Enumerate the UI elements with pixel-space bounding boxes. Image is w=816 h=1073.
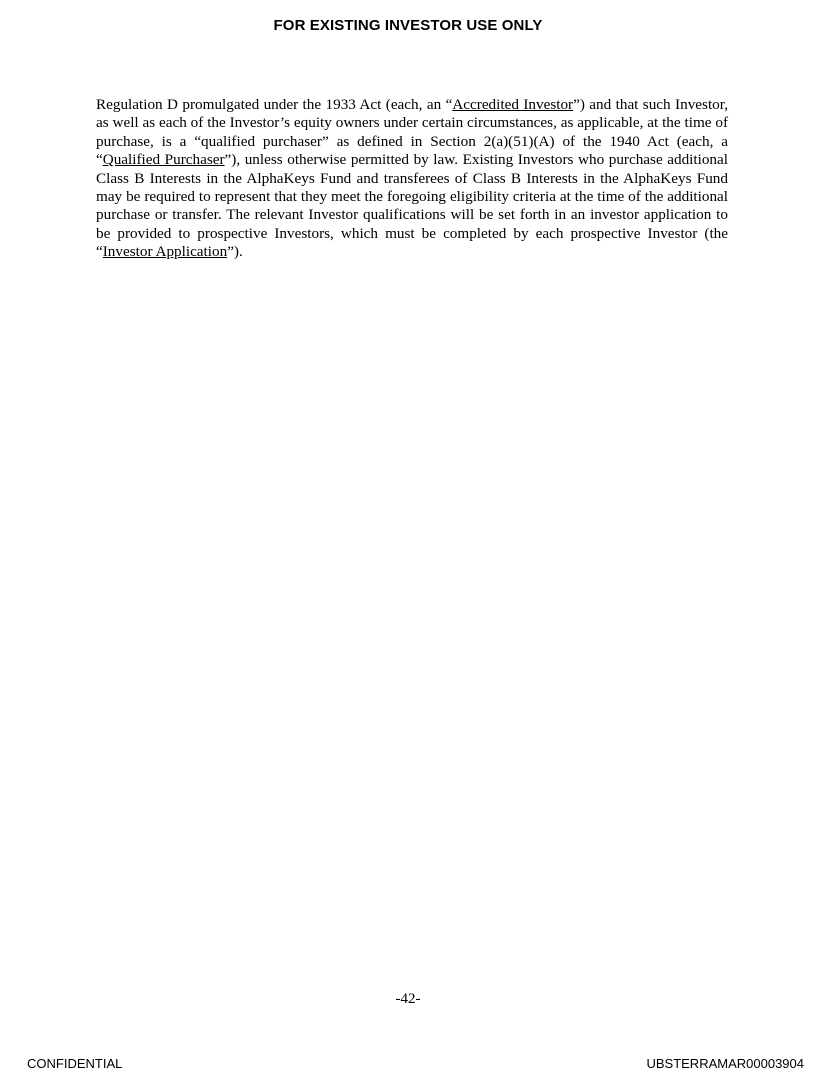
body-paragraph — [96, 96, 728, 262]
defined-term-qualified-purchaser: Qualified Purchaser — [102, 151, 225, 169]
document-header: FOR EXISTING INVESTOR USE ONLY — [273, 17, 543, 34]
paragraph-text-1: Regulation D promulgated under the 1933 Act (each, an “ — [96, 96, 453, 113]
defined-term-investor-application: Investor Application — [102, 243, 228, 261]
bates-number: UBSTERRAMAR00003904 — [646, 1056, 804, 1071]
defined-term-accredited-investor: Accredited Investor — [452, 96, 574, 113]
confidential-label: CONFIDENTIAL — [27, 1056, 123, 1071]
paragraph-text-3: ”), unless otherwise permitted by law. Existing Investors who purchase additional Class B Interests in the AlphaKeys Fund and transferees of Class B Interests in the AlphaKeys Fund may be required to represent that they meet the foregoing eligibility criteria at the time of the additional purchase or transfer. The relevant Investor qualifications will be set forth in an investor application to be provided to prospective Investors, which must be completed by each prospective Investor (the “ — [96, 151, 728, 261]
body-paragraph-block — [96, 96, 728, 262]
paragraph-text-4: ”). — [227, 243, 243, 261]
page-number: -42- — [395, 991, 421, 1007]
paragraph-text-2: ”) and that such Investor, as well as each of the Investor’s equity owners under certain circumstances, as applicable, at the time of purchase, is a “qualified purchaser” as defined in Section 2(a)(51)(A) of the 1940 Act (each, a “ — [96, 96, 728, 169]
